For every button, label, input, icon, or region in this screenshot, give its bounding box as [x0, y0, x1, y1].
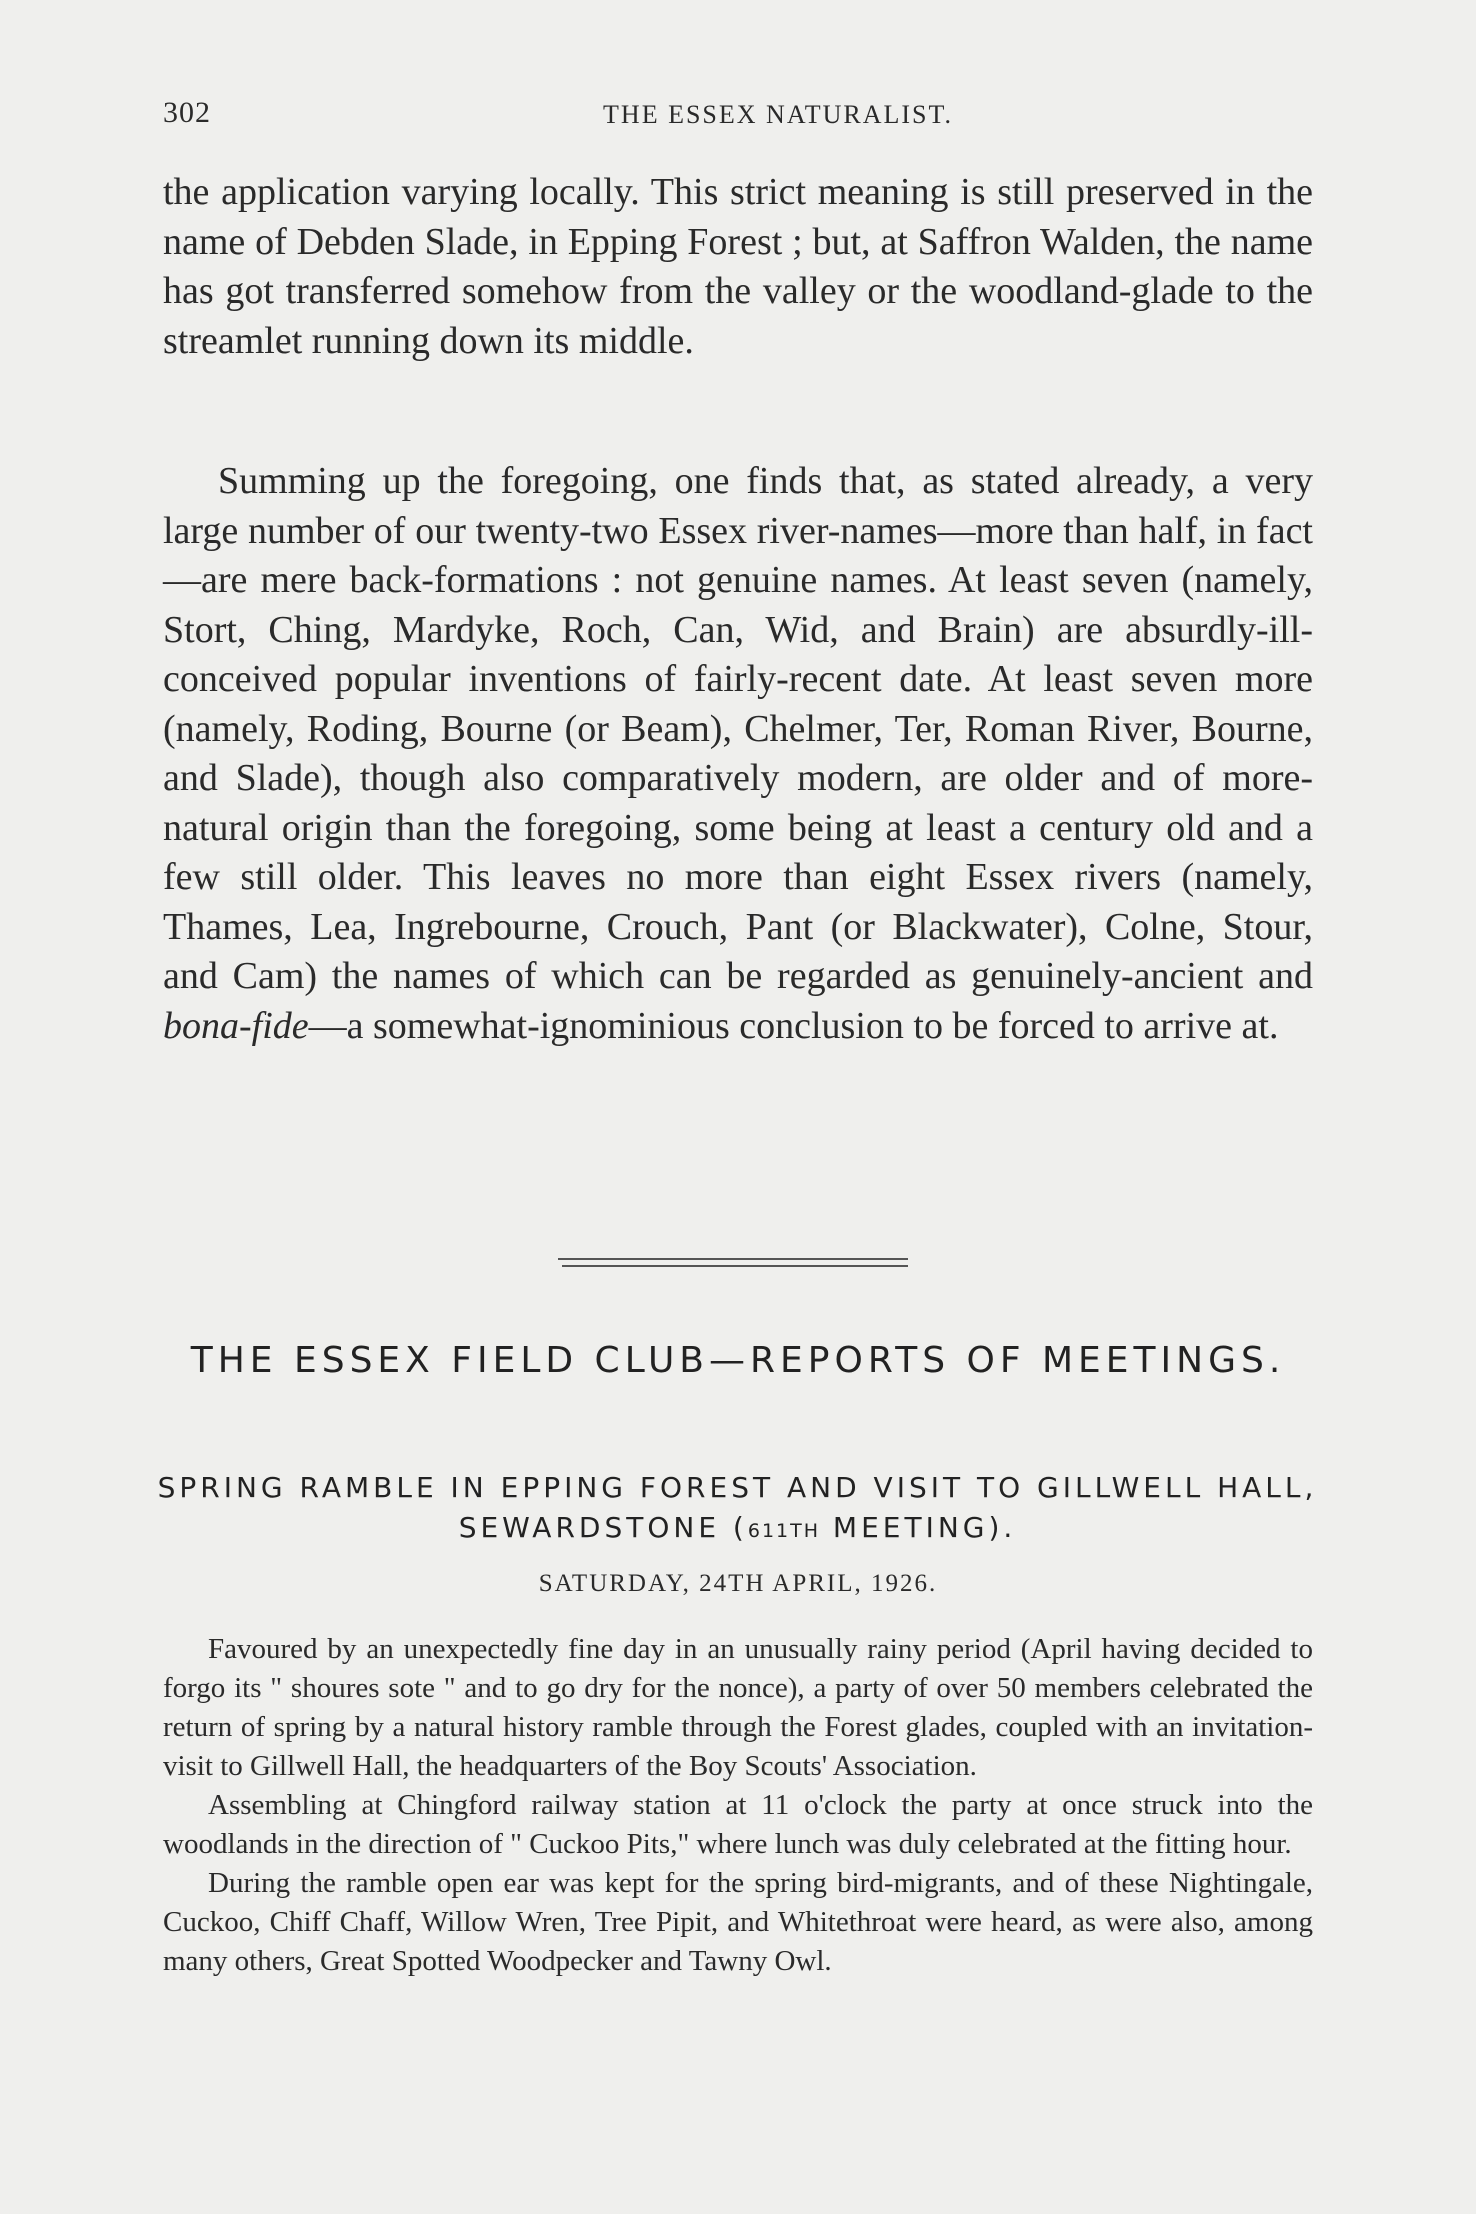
body-paragraph-1 — [163, 168, 1313, 366]
report-body — [163, 1630, 1313, 1981]
subtitle-part-1: SPRING RAMBLE IN EPPING FOREST AND VISIT TO GILLWELL HALL, SEWARDSTONE ( — [157, 1471, 1318, 1544]
section-subtitle — [150, 1468, 1325, 1551]
paragraph-2-end: —a somewhat-ignominious conclusion to be forced to arrive at. — [308, 1004, 1279, 1047]
paragraph-2-main: Summing up the foregoing, one finds that, as stated already, a very large number of our twenty-two Essex river-names—more than half, in fact—are mere back-formations : not genuine names. At least seven (namely, Stort, Ching, Mardyke, Roch, Can, Wid, and Brain) are absurdly-ill-conceived popular inventions of fairly-recent date. At least seven more (namely, Roding, Bourne (or Beam), Chelmer, Ter, Roman River, Bourne, and Slade), though also comparatively modern, are older and of more-natural origin than the foregoing, some being at least a century old and a few still older. This leaves no more than eight Essex rivers (namely, Thames, Lea, Ingrebourne, Crouch, Pant (or Blackwater), Colne, Stour, and Cam) the names of which can be regarded as genuinely-ancient and — [163, 460, 1313, 997]
meeting-date: SATURDAY, 24TH APRIL, 1926. — [538, 1570, 938, 1597]
section-divider — [558, 1258, 908, 1270]
body-paragraph-2 — [163, 457, 1313, 1051]
page-number: 302 — [163, 96, 211, 129]
subtitle-meeting-number: 611TH — [747, 1520, 821, 1542]
divider-line — [562, 1265, 908, 1267]
section-title: THE ESSEX FIELD CLUB—REPORTS OF MEETINGS. — [190, 1340, 1286, 1381]
subtitle-part-2: MEETING). — [820, 1511, 1017, 1544]
divider-line — [558, 1258, 908, 1260]
report-paragraph: During the ramble open ear was kept for the spring bird-migrants, and of these Nightingale, Cuckoo, Chiff Chaff, Willow Wren, Tree Pipit, and Whitethroat were heard, as were also, among many others, Great Spotted Woodpecker and Tawny Owl. — [163, 1867, 1313, 1977]
paragraph-text: the application varying locally. This strict meaning is still preserved in the name of Debden Slade, in Epping Forest ; but, at Saffron Walden, the name has got transferred somehow from the valley or the woodland-glade to the streamlet running down its middle. — [163, 171, 1313, 362]
page-header — [163, 96, 1313, 136]
paragraph-text — [163, 457, 1313, 1051]
italic-term: bona-fide — [163, 1004, 309, 1047]
running-title: THE ESSEX NATURALIST. — [603, 100, 953, 129]
report-paragraph: Assembling at Chingford railway station at 11 o'clock the party at once struck into the woodlands in the direction of " Cuckoo Pits," where lunch was duly celebrated at the fitting hour. — [163, 1789, 1313, 1860]
report-paragraph: Favoured by an unexpectedly fine day in an unusually rainy period (April having decided to forgo its " shoures sote " and to go dry for the nonce), a party of over 50 members celebrated the return of spring by a natural history ramble through the Forest glades, coupled with an invitation-visit to Gillwell Hall, the headquarters of the Boy Scouts' Association. — [163, 1633, 1313, 1782]
